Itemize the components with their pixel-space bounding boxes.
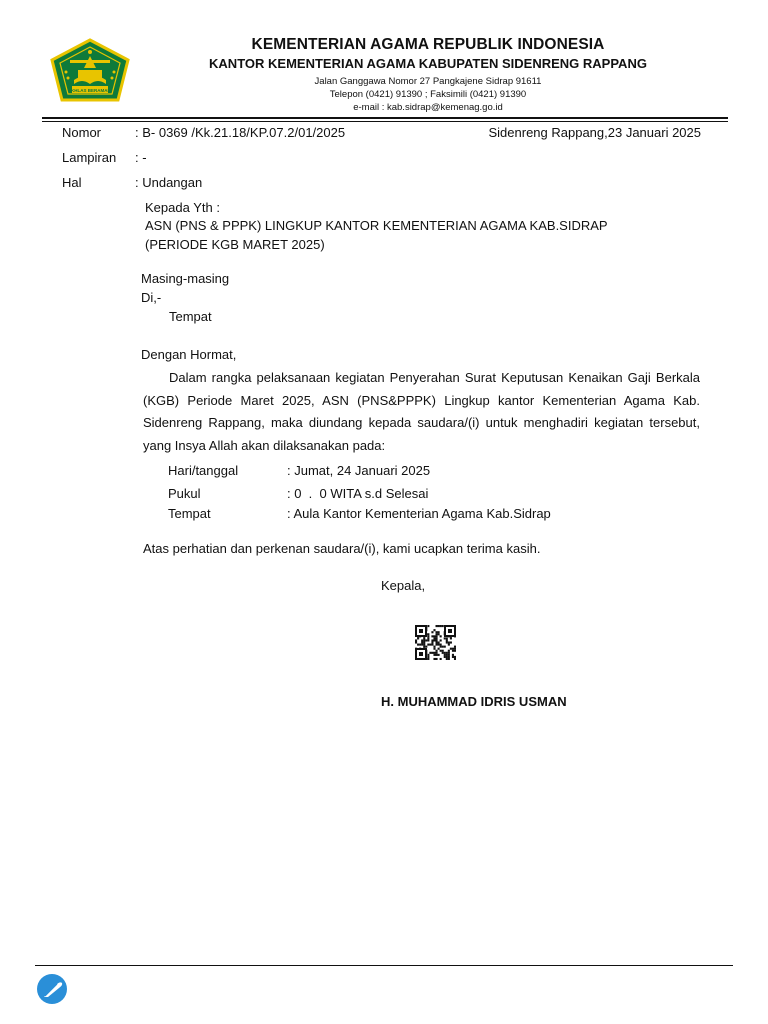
tempat-line: Tempat [169, 309, 212, 324]
address-line: Jalan Ganggawa Nomor 27 Pangkajene Sidrap 91611 [314, 76, 542, 87]
place-date: Sidenreng Rappang,23 Januari 2025 [488, 125, 701, 140]
footer-rule [35, 965, 733, 966]
detail-value-place: : Aula Kantor Kementerian Agama Kab.Sidrap [287, 506, 551, 521]
feather-pen-icon [36, 973, 68, 1005]
greeting: Dengan Hormat, [141, 347, 237, 362]
header-rule-thin [42, 121, 728, 122]
header-rule-thick [42, 117, 728, 119]
hal-value: : Undangan [135, 175, 203, 190]
detail-label-time: Pukul [168, 486, 201, 501]
detail-value-date: : Jumat, 24 Januari 2025 [287, 463, 431, 478]
di-line: Di,- [141, 290, 162, 305]
body-paragraph: Dalam rangka pelaksanaan kegiatan Penyerahan Surat Keputusan Kenaikan Gaji Berkala (KGB) Periode Maret 2025, ASN (PNS&PPPK) Lingkup kantor Kementerian Agama Kab. Sidenreng Rappang, maka diundang kepada saudara/(i) untuk menghadiri kegiatan tersebut, yang Insya Allah akan dilaksanakan pada: [143, 370, 700, 453]
office-title: KANTOR KEMENTERIAN AGAMA KABUPATEN SIDENRENG RAPPANG [209, 56, 647, 71]
signature-title: Kepala, [381, 578, 426, 593]
masing-masing: Masing-masing [141, 271, 230, 286]
qr-code-icon [415, 625, 456, 660]
detail-label-date: Hari/tanggal [168, 463, 239, 478]
lampiran-value: : - [135, 150, 147, 165]
detail-label-place: Tempat [168, 506, 211, 521]
recipient-line-1: ASN (PNS & PPPK) LINGKUP KANTOR KEMENTERIAN AGAMA KAB.SIDRAP [145, 218, 608, 233]
nomor-label: Nomor [62, 125, 102, 140]
kemenag-emblem-icon [48, 38, 132, 104]
nomor-value: : B- 0369 /Kk.21.18/KP.07.2/01/2025 [135, 125, 346, 140]
phone-line: Telepon (0421) 91390 ; Faksimili (0421) 91390 [329, 89, 527, 100]
recipient-line-2: (PERIODE KGB MARET 2025) [145, 237, 325, 252]
kepada-line: Kepada Yth : [145, 200, 220, 215]
email-line: e-mail : kab.sidrap@kemenag.go.id [353, 102, 503, 113]
signatory-name: H. MUHAMMAD IDRIS USMAN [381, 694, 567, 709]
closing-line: Atas perhatian dan perkenan saudara/(i), kami ucapkan terima kasih. [143, 541, 541, 556]
detail-value-time: : 0 . 0 WITA s.d Selesai [287, 486, 429, 501]
logo-ribbon-text: IKHLAS BERAMAL [69, 87, 111, 93]
ministry-title: KEMENTERIAN AGAMA REPUBLIK INDONESIA [251, 36, 605, 53]
lampiran-label: Lampiran [62, 150, 117, 165]
contact-block [150, 75, 706, 114]
hal-label: Hal [62, 175, 82, 190]
